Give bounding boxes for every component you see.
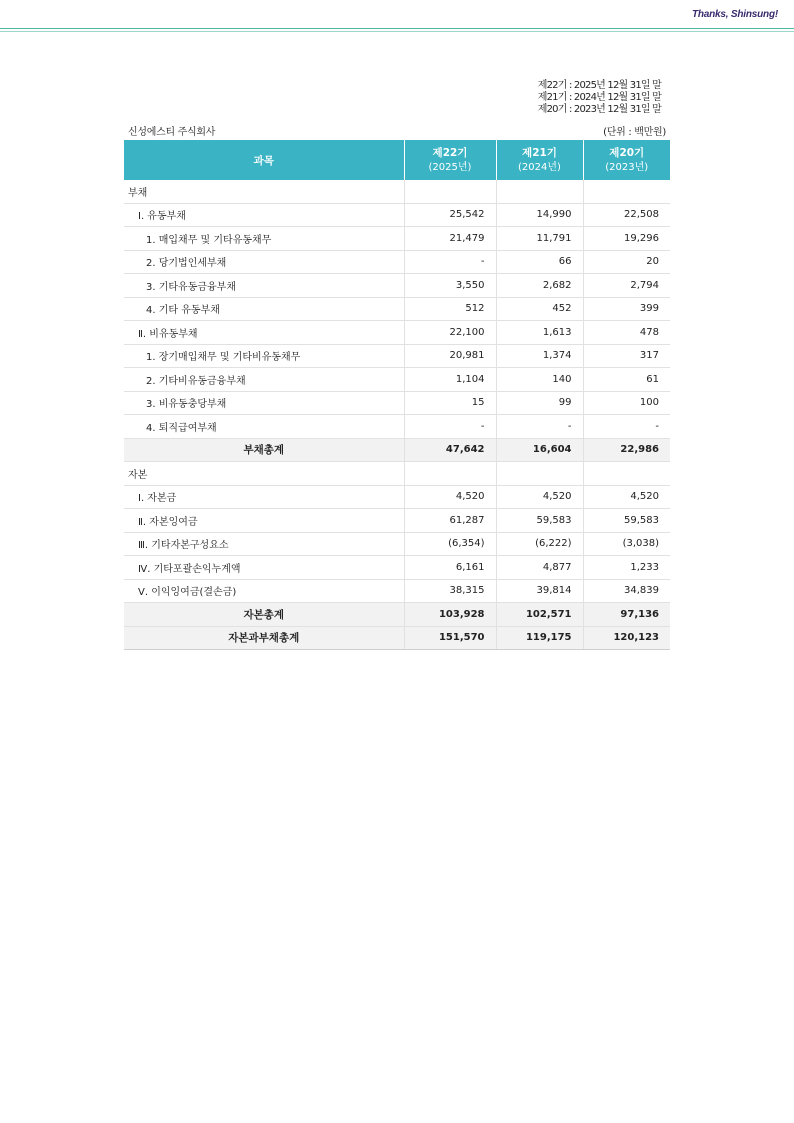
cell-value-21 — [496, 180, 583, 203]
cell-value-20: 59,583 — [583, 509, 670, 533]
cell-value-20: 1,233 — [583, 556, 670, 580]
cell-value-21: 11,791 — [496, 227, 583, 251]
table-row — [124, 556, 670, 580]
cell-value-20: 2,794 — [583, 274, 670, 298]
cell-value-20: 97,136 — [583, 603, 670, 627]
row-label: 4. 퇴직급여부채 — [124, 415, 404, 439]
cell-value-20: 317 — [583, 344, 670, 368]
cell-value-20: - — [583, 415, 670, 439]
cell-value-20: 20 — [583, 250, 670, 274]
company-name: 신성에스티 주식회사 — [128, 127, 216, 138]
table-row — [124, 344, 670, 368]
total-row-liabilities — [124, 438, 670, 462]
cell-value-22: 151,570 — [404, 626, 496, 650]
unit-label: (단위 : 백만원) — [603, 127, 666, 138]
cell-value-20: 34,839 — [583, 579, 670, 603]
balance-sheet-table — [124, 140, 670, 650]
table-row — [124, 415, 670, 439]
cell-value-21: 99 — [496, 391, 583, 415]
header-rule — [0, 28, 794, 29]
cell-value-21: 140 — [496, 368, 583, 392]
cell-value-21: 1,613 — [496, 321, 583, 345]
total-row-equity — [124, 603, 670, 627]
cell-value-22: 61,287 — [404, 509, 496, 533]
header-col-22 — [404, 140, 496, 180]
cell-value-21: 119,175 — [496, 626, 583, 650]
cell-value-21: 1,374 — [496, 344, 583, 368]
table-row — [124, 297, 670, 321]
cell-value-21 — [496, 462, 583, 486]
header-term: 제22기 — [432, 146, 468, 159]
table-row — [124, 462, 670, 486]
row-label: Ⅳ. 기타포괄손익누계액 — [124, 556, 404, 580]
cell-value-22 — [404, 462, 496, 486]
total-label: 자본총계 — [124, 603, 404, 627]
cell-value-21: (6,222) — [496, 532, 583, 556]
table-row — [124, 485, 670, 509]
cell-value-20: 22,508 — [583, 203, 670, 227]
row-label: 3. 기타유동금융부채 — [124, 274, 404, 298]
header-year: (2023년) — [605, 161, 649, 173]
row-label: 부채 — [124, 180, 404, 203]
table-row — [124, 227, 670, 251]
header-col-21 — [496, 140, 583, 180]
cell-value-21: 2,682 — [496, 274, 583, 298]
header-term: 제20기 — [609, 146, 645, 159]
cell-value-22: 512 — [404, 297, 496, 321]
cell-value-20 — [583, 462, 670, 486]
total-label: 부채총계 — [124, 438, 404, 462]
cell-value-22: - — [404, 250, 496, 274]
cell-value-20: 478 — [583, 321, 670, 345]
row-label: 4. 기타 유동부채 — [124, 297, 404, 321]
table-row — [124, 368, 670, 392]
row-label: 2. 기타비유동금융부채 — [124, 368, 404, 392]
table-row — [124, 180, 670, 203]
row-label: Ⅰ. 유동부채 — [124, 203, 404, 227]
table-row — [124, 203, 670, 227]
table-row — [124, 274, 670, 298]
total-label: 자본과부채총계 — [124, 626, 404, 650]
cell-value-22 — [404, 180, 496, 203]
cell-value-22: 6,161 — [404, 556, 496, 580]
row-label: 자본 — [124, 462, 404, 486]
total-row-equity-and-liabilities — [124, 626, 670, 650]
cell-value-21: 39,814 — [496, 579, 583, 603]
cell-value-22: (6,354) — [404, 532, 496, 556]
cell-value-22: 20,981 — [404, 344, 496, 368]
period-line: 제21기 : 2024년 12월 31일 말 — [537, 92, 661, 103]
row-label: Ⅱ. 자본잉여금 — [124, 509, 404, 533]
cell-value-20: 100 — [583, 391, 670, 415]
header-col-20 — [583, 140, 670, 180]
header-year: (2024년) — [518, 161, 561, 173]
cell-value-22: 38,315 — [404, 579, 496, 603]
row-label: Ⅱ. 비유동부채 — [124, 321, 404, 345]
cell-value-21: 452 — [496, 297, 583, 321]
cell-value-22: 15 — [404, 391, 496, 415]
cell-value-21: 4,520 — [496, 485, 583, 509]
header-account: 과목 — [124, 140, 404, 180]
cell-value-20: 120,123 — [583, 626, 670, 650]
row-label: Ⅴ. 이익잉여금(결손금) — [124, 579, 404, 603]
header-rule-secondary — [0, 31, 794, 32]
table-row — [124, 532, 670, 556]
cell-value-21: 66 — [496, 250, 583, 274]
cell-value-22: 47,642 — [404, 438, 496, 462]
table-row — [124, 579, 670, 603]
row-label: 3. 비유동충당부채 — [124, 391, 404, 415]
cell-value-20: 61 — [583, 368, 670, 392]
cell-value-20: 19,296 — [583, 227, 670, 251]
cell-value-22: 103,928 — [404, 603, 496, 627]
row-label: Ⅲ. 기타자본구성요소 — [124, 532, 404, 556]
table-row — [124, 250, 670, 274]
cell-value-22: 3,550 — [404, 274, 496, 298]
cell-value-20 — [583, 180, 670, 203]
cell-value-21: 14,990 — [496, 203, 583, 227]
cell-value-22: 1,104 — [404, 368, 496, 392]
cell-value-20: 399 — [583, 297, 670, 321]
cell-value-22: 22,100 — [404, 321, 496, 345]
row-label: 1. 매입채무 및 기타유동채무 — [124, 227, 404, 251]
cell-value-21: 4,877 — [496, 556, 583, 580]
period-list — [520, 80, 661, 116]
cell-value-21: 59,583 — [496, 509, 583, 533]
cell-value-22: 25,542 — [404, 203, 496, 227]
row-label: Ⅰ. 자본금 — [124, 485, 404, 509]
period-line: 제22기 : 2025년 12월 31일 말 — [537, 80, 661, 91]
cell-value-22: 21,479 — [404, 227, 496, 251]
header-term: 제21기 — [522, 146, 557, 159]
cell-value-20: (3,038) — [583, 532, 670, 556]
header-year: (2025년) — [428, 161, 472, 173]
period-line: 제20기 : 2023년 12월 31일 말 — [537, 104, 661, 115]
brand-logo-text: Thanks, Shinsung! — [691, 9, 778, 20]
cell-value-20: 4,520 — [583, 485, 670, 509]
row-label: 2. 당기법인세부채 — [124, 250, 404, 274]
cell-value-20: 22,986 — [583, 438, 670, 462]
cell-value-21: 102,571 — [496, 603, 583, 627]
table-row — [124, 509, 670, 533]
table-row — [124, 321, 670, 345]
table-header-row — [124, 140, 670, 180]
cell-value-21: 16,604 — [496, 438, 583, 462]
cell-value-22: - — [404, 415, 496, 439]
cell-value-22: 4,520 — [404, 485, 496, 509]
row-label: 1. 장기매입채무 및 기타비유동채무 — [124, 344, 404, 368]
table-row — [124, 391, 670, 415]
cell-value-21: - — [496, 415, 583, 439]
